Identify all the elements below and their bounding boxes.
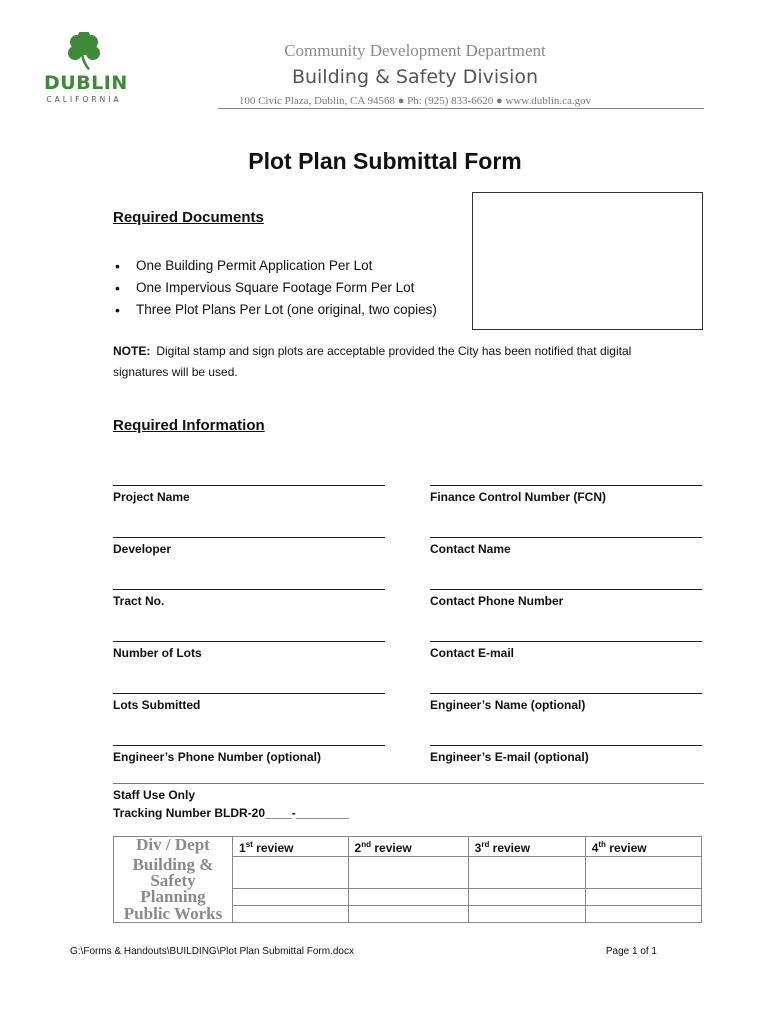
contact-email-field[interactable] xyxy=(430,641,702,660)
review-cell[interactable] xyxy=(348,857,468,889)
table-row xyxy=(114,837,702,857)
engineer-email-field[interactable] xyxy=(430,745,702,764)
stamp-box xyxy=(472,192,703,330)
number-of-lots-field[interactable] xyxy=(113,641,385,660)
table-row xyxy=(114,889,702,906)
header-dept-cell: Div / Dept xyxy=(114,837,233,857)
review-cell[interactable] xyxy=(585,906,701,923)
dublin-logo xyxy=(44,32,128,104)
field-line xyxy=(430,485,702,486)
staff-divider xyxy=(113,783,704,784)
field-label: Lots Submitted xyxy=(113,698,201,712)
field-line xyxy=(113,589,385,590)
tract-no-field[interactable] xyxy=(113,589,385,608)
field-label: Engineer’s E-mail (optional) xyxy=(430,750,589,764)
lots-submitted-field[interactable] xyxy=(113,693,385,712)
note-paragraph xyxy=(113,341,683,383)
field-label: Engineer’s Name (optional) xyxy=(430,698,586,712)
footer-page-number: Page 1 of 1 xyxy=(605,946,657,957)
field-label: Number of Lots xyxy=(113,646,202,660)
review-cell[interactable] xyxy=(468,857,585,889)
review-cell[interactable] xyxy=(233,889,349,906)
note-text: Digital stamp and sign plots are acceptable provided the City has been notified that digital signatures will be used. xyxy=(113,344,632,379)
field-line xyxy=(430,589,702,590)
table-row xyxy=(114,906,702,923)
contact-address: 100 Civic Plaza, Dublin, CA 94568 ● Ph: (925) 833-6620 ● www.dublin.ca.gov xyxy=(238,95,592,107)
field-line xyxy=(430,693,702,694)
review-cell[interactable] xyxy=(468,906,585,923)
field-label: Contact Name xyxy=(430,542,511,556)
footer-file-path: G:\Forms & Handouts\BUILDING\Plot Plan Submittal Form.docx xyxy=(70,946,354,957)
field-label: Project Name xyxy=(113,490,190,504)
logo-wordmark: DUBLIN xyxy=(44,72,128,94)
review-header-3: 3rd review xyxy=(468,837,585,857)
engineer-phone-field[interactable] xyxy=(113,745,385,764)
developer-field[interactable] xyxy=(113,537,385,556)
page-title: Plot Plan Submittal Form xyxy=(248,148,522,174)
review-cell[interactable] xyxy=(348,906,468,923)
review-header-2: 2nd review xyxy=(348,837,468,857)
note-label: NOTE: xyxy=(113,344,151,358)
staff-use-block xyxy=(113,786,349,822)
field-label: Engineer’s Phone Number (optional) xyxy=(113,750,322,764)
review-cell[interactable] xyxy=(585,889,701,906)
review-cell[interactable] xyxy=(233,906,349,923)
field-label: Finance Control Number (FCN) xyxy=(430,490,606,504)
review-header-4: 4th review xyxy=(585,837,701,857)
division-name: Building & Safety Division xyxy=(291,66,539,88)
required-documents-list xyxy=(113,255,437,321)
table-row xyxy=(114,857,702,889)
shamrock-icon xyxy=(44,32,124,72)
contact-name-field[interactable] xyxy=(430,537,702,556)
required-documents-heading: Required Documents xyxy=(113,209,264,226)
project-name-field[interactable] xyxy=(113,485,385,504)
header-divider xyxy=(218,108,704,109)
dept-cell: Planning xyxy=(114,889,233,906)
field-label: Contact E-mail xyxy=(430,646,515,660)
department-name: Community Development Department xyxy=(284,41,546,60)
list-item: • Three Plot Plans Per Lot (one original, two copies) xyxy=(113,299,437,321)
fcn-field[interactable] xyxy=(430,485,702,504)
tracking-number: Tracking Number BLDR-20____-________ xyxy=(113,806,350,820)
contact-phone-field[interactable] xyxy=(430,589,702,608)
review-cell[interactable] xyxy=(348,889,468,906)
staff-use-label: Staff Use Only xyxy=(113,788,196,802)
field-line xyxy=(113,537,385,538)
field-line xyxy=(430,537,702,538)
field-line xyxy=(430,641,702,642)
engineer-name-field[interactable] xyxy=(430,693,702,712)
required-information-heading: Required Information xyxy=(113,417,265,434)
list-item: • One Building Permit Application Per Lot xyxy=(113,255,437,277)
list-item: • One Impervious Square Footage Form Per Lot xyxy=(113,277,437,299)
field-line xyxy=(430,745,702,746)
review-table xyxy=(113,836,702,923)
dept-cell: Building & Safety xyxy=(114,857,233,889)
field-line xyxy=(113,693,385,694)
field-line xyxy=(113,485,385,486)
field-label: Contact Phone Number xyxy=(430,594,564,608)
field-line xyxy=(113,745,385,746)
field-label: Tract No. xyxy=(113,594,165,608)
field-label: Developer xyxy=(113,542,172,556)
review-cell[interactable] xyxy=(468,889,585,906)
logo-subtitle: CALIFORNIA xyxy=(46,95,122,104)
dept-cell: Public Works xyxy=(114,906,233,923)
review-header-1: 1st review xyxy=(233,837,349,857)
review-cell[interactable] xyxy=(585,857,701,889)
review-cell[interactable] xyxy=(233,857,349,889)
field-line xyxy=(113,641,385,642)
